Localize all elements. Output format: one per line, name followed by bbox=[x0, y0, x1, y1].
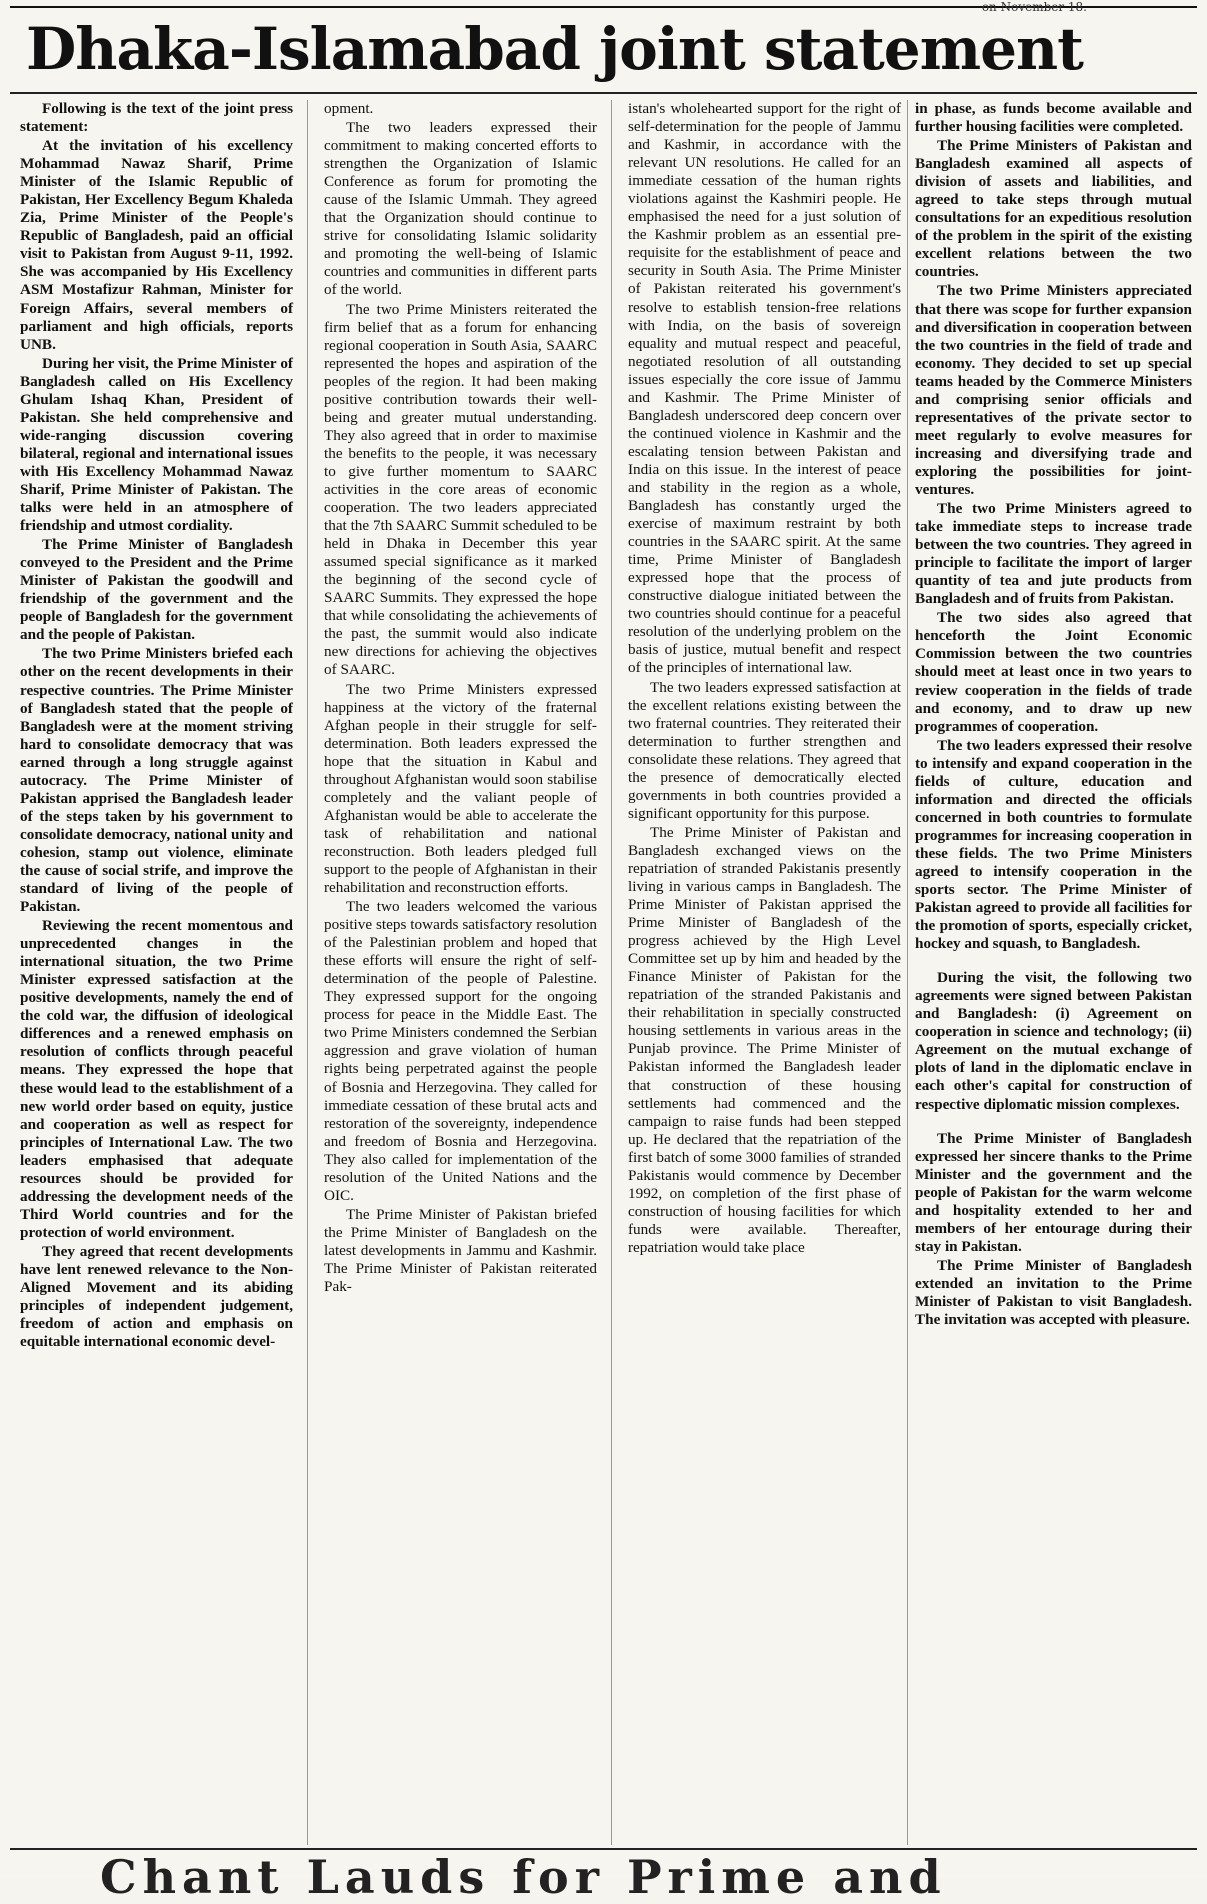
bottom-cut-headline: Chant Lauds for Prime and bbox=[100, 1850, 947, 1904]
headline-rule bbox=[10, 92, 1197, 94]
headline: Dhaka-Islamabad joint statement bbox=[26, 15, 1083, 83]
paragraph: At the invitation of his excellency Mohammad Nawaz Sharif, Prime Minister of the Islamic Republic of Pakistan, Her Excellency Begum Khaleda Zia, Prime Minister of the People's Republic of Bangladesh, paid an official visit to Pakistan from August 9-11, 1992. She was accompanied by His Excellency ASM Mostafizur Rahman, Minister for Foreign Affairs, several members of parliament and high officials, reports UNB. bbox=[20, 137, 293, 353]
top-cut-text: on November 18. bbox=[981, 0, 1087, 14]
paragraph: The two Prime Ministers expressed happiness at the victory of the fraternal Afghan people in their struggle for self-determination. Both leaders expressed the hope that the situation in Kabul and throughout Afghanistan would soon stabilise completely and the valiant people of Afghanistan would be able to accelerate the task of rehabilitation and national reconstruction. Both leaders pledged full support to the people of Afghanistan in their rehabilitation and reconstruction efforts. bbox=[324, 680, 597, 897]
paragraph: They agreed that recent developments have lent renewed relevance to the Non-Aligned Movement and its abiding principles of independent judgement, freedom of action and emphasis on equitable international economic devel- bbox=[20, 1242, 293, 1351]
column-divider bbox=[307, 100, 308, 1845]
paragraph: The Prime Minister of Bangladesh expressed her sincere thanks to the Prime Minister and the government and the people of Pakistan for the warm welcome and hospitality extended to her and members of her entourage during their stay in Pakistan. bbox=[915, 1129, 1192, 1255]
column-divider bbox=[907, 100, 908, 1845]
paragraph: The Prime Ministers of Pakistan and Bangladesh examined all aspects of division of assets and liabilities, and agreed to take steps through mutual consultations for an expeditious resolution of the problem in the spirit of the existing excellent relations between the two countries. bbox=[915, 137, 1192, 281]
paragraph: The two leaders expressed their resolve to intensify and expand cooperation in the fields of culture, education and information and directed the officials concerned in both countries to formulate programmes for increasing cooperation in these fields. The two Prime Ministers agreed to intensify cooperation in the sports sector. The Prime Minister of Pakistan agreed to provide all facilities for the promotion of sports, especially cricket, hockey and squash, to Bangladesh. bbox=[915, 736, 1192, 953]
column-divider bbox=[611, 100, 612, 1845]
paragraph: The two leaders welcomed the various positive steps towards satisfactory resolution of the Palestinian problem and hoped that these efforts will ensure the right of self-determination of the people of Palestine. They expressed support for the ongoing process for peace in the Middle East. The two Prime Ministers condemned the Serbian aggression and grave violation of human rights being perpetrated against the people of Bosnia and Herzegovina. They called for immediate cessation of these brutal acts and restoration of the sovereignty, independence and freedom of Bosnia and Herzegovina. They also called for implementation of the resolution of the United Nations and the OIC. bbox=[324, 898, 597, 1204]
paragraph: Reviewing the recent momentous and unprecedented changes in the international situation, the two Prime Minister expressed satisfaction at the positive developments, namely the end of the cold war, the diffusion of ideological differences and a renewed emphasis on resolution of conflicts through peaceful means. They expressed the hope that these would lead to the establishment of a new world order based on equity, justice and cooperation as well as respect for principles of International Law. The two leaders emphasised that adequate resources should be provided for addressing the development needs of the Third World countries and for the protection of world environment. bbox=[20, 917, 293, 1241]
paragraph: The two leaders expressed their commitment to making concerted efforts to strengthen the Organization of Islamic Conference as forum for promoting the cause of the Islamic Ummah. They agreed that the Organization should continue to strive for consolidating Islamic solidarity and promoting the well-being of Islamic countries and communities in different parts of the world. bbox=[324, 119, 597, 299]
paragraph: The Prime Minister of Pakistan and Bangladesh exchanged views on the repatriation of stranded Pakistanis presently living in various camps in Bangladesh. The Prime Minister of Pakistan apprised the Prime Minister of Bangladesh of the progress achieved by the High Level Committee set up by him and headed by the Finance Minister of Pakistan for the repatriation of the stranded Pakistanis and their rehabilitation in specially constructed housing settlements in various areas in the Punjab province. The Prime Minister of Pakistan informed the Bangladesh leader that construction of these housing settlements had commenced and the campaign to raise funds had been stepped up. He declared that the repatriation of the first batch of some 3000 families of stranded Pakistanis would commence by December 1992, on completion of the first phase of construction of housing facilities for which funds were available. Thereafter, repatriation would take place bbox=[628, 823, 901, 1256]
paragraph: During her visit, the Prime Minister of Bangladesh called on His Excellency Ghulam Ishaq Khan, President of Pakistan. She held comprehensive and wide-ranging discussion covering bilateral, regional and international issues with His Excellency Mohammad Nawaz Sharif, Prime Minister of Pakistan. The talks were held in an atmosphere of friendship and utmost cordiality. bbox=[20, 354, 293, 535]
paragraph: in phase, as funds become available and further housing facilities were completed. bbox=[915, 100, 1192, 136]
paragraph: istan's wholehearted support for the right of self-determination for the people of Jammu and Kashmir, in accordance with the relevant UN resolutions. He called for an immediate cessation of the human rights violations against the Kashmiri people. He emphasised the need for a just solution of the Kashmir problem as an essential pre-requisite for the establishment of peace and security in South Asia. The Prime Minister of Pakistan reiterated his government's resolve to establish tension-free relations with India, on the basis of sovereign equality and mutual respect and peaceful, negotiated resolution of all outstanding issues especially the core issue of Jammu and Kashmir. The Prime Minister of Bangladesh underscored deep concern over the continued violence in Kashmir and the escalating tension between Pakistan and India on this issue. In the interest of peace and stability in the region as a whole, Bangladesh has constantly urged the exercise of maximum restraint by both countries in the SAARC spirit. At the same time, Prime Minister of Bangladesh expressed hope that the process of constructive dialogue initiated between the two countries should continue for a peaceful resolution of the underlying problem on the basis of justice, mutual benefit and respect of the principles of international law. bbox=[628, 100, 901, 677]
paragraph: opment. bbox=[324, 100, 374, 117]
paragraph: The Prime Minister of Bangladesh extended an invitation to the Prime Minister of Pakistan to visit Bangladesh. The invitation was accepted with pleasure. bbox=[915, 1256, 1192, 1329]
column-4 bbox=[915, 100, 1192, 1845]
paragraph: The Prime Minister of Pakistan briefed the Prime Minister of Bangladesh on the latest developments in Jammu and Kashmir. The Prime Minister of Pakistan reiterated Pak- bbox=[324, 1205, 597, 1296]
column-1 bbox=[20, 100, 293, 1845]
paragraph: The two Prime Ministers reiterated the firm belief that as a forum for enhancing regional cooperation in South Asia, SAARC represented the hopes and aspiration of the peoples of the region. It had been making positive contribution towards their well-being and greater mutual understanding. They also agreed that in order to maximise the benefits to the people, it was necessary to give further momentum to SAARC activities in the core areas of economic cooperation. The two leaders appreciated that the 7th SAARC Summit scheduled to be held in Dhaka in December this year assumed special significance as it marked the beginning of the second cycle of SAARC Summits. They expressed the hope that while consolidating the achievements of the past, the summit would also indicate new directions for achieving the objectives of SAARC. bbox=[324, 300, 597, 679]
paragraph: The two Prime Ministers agreed to take immediate steps to increase trade between the two countries. They agreed in principle to facilitate the import of larger quantity of tea and jute products from Bangladesh and of fruits from Pakistan. bbox=[915, 500, 1192, 608]
column-2 bbox=[324, 100, 597, 1845]
paragraph: During the visit, the following two agreements were signed between Pakistan and Bangladesh: (i) Agreement on cooperation in science and technology; (ii) Agreement on the mutual exchange of plots of land in the diplomatic enclave in each other's capital for construction of respective diplomatic mission complexes. bbox=[915, 969, 1192, 1113]
paragraph: The two Prime Ministers appreciated that there was scope for further expansion and diversification in cooperation between the two countries in the field of trade and economy. They decided to set up special teams headed by the Commerce Ministers and comprising senior officials and representatives of the private sector to meet regularly to evolve measures for increasing and diversifying trade and exploring the possibilities for joint-ventures. bbox=[915, 282, 1192, 498]
paragraph: The Prime Minister of Bangladesh conveyed to the President and the Prime Minister of Pakistan the goodwill and friendship of the government and the people of Bangladesh for the government and the people of Pakistan. bbox=[20, 536, 293, 644]
paragraph: The two leaders expressed satisfaction at the excellent relations existing between the two fraternal countries. They reiterated their determination to further strengthen and consolidate these relations. They agreed that the presence of democratically elected governments in both countries provided a significant opportunity for this purpose. bbox=[628, 678, 901, 822]
paragraph: The two Prime Ministers briefed each other on the recent developments in their respective countries. The Prime Minister of Bangladesh stated that the people of Bangladesh were at the moment striving hard to consolidate democracy that was earned through a long struggle against autocracy. The Prime Minister of Pakistan apprised the Bangladesh leader of the steps taken by his government to consolidate democracy, national unity and cohesion, stamp out violence, eliminate the cause of social strife, and improve the standard of living of the people of Pakistan. bbox=[20, 645, 293, 916]
paragraph: The two sides also agreed that henceforth the Joint Economic Commission between the two countries should meet at least once in two years to review cooperation in the fields of trade and economy, and to draw up new programmes of cooperation. bbox=[915, 609, 1192, 735]
paragraph: Following is the text of the joint press statement: bbox=[20, 100, 293, 136]
column-3 bbox=[628, 100, 901, 1845]
